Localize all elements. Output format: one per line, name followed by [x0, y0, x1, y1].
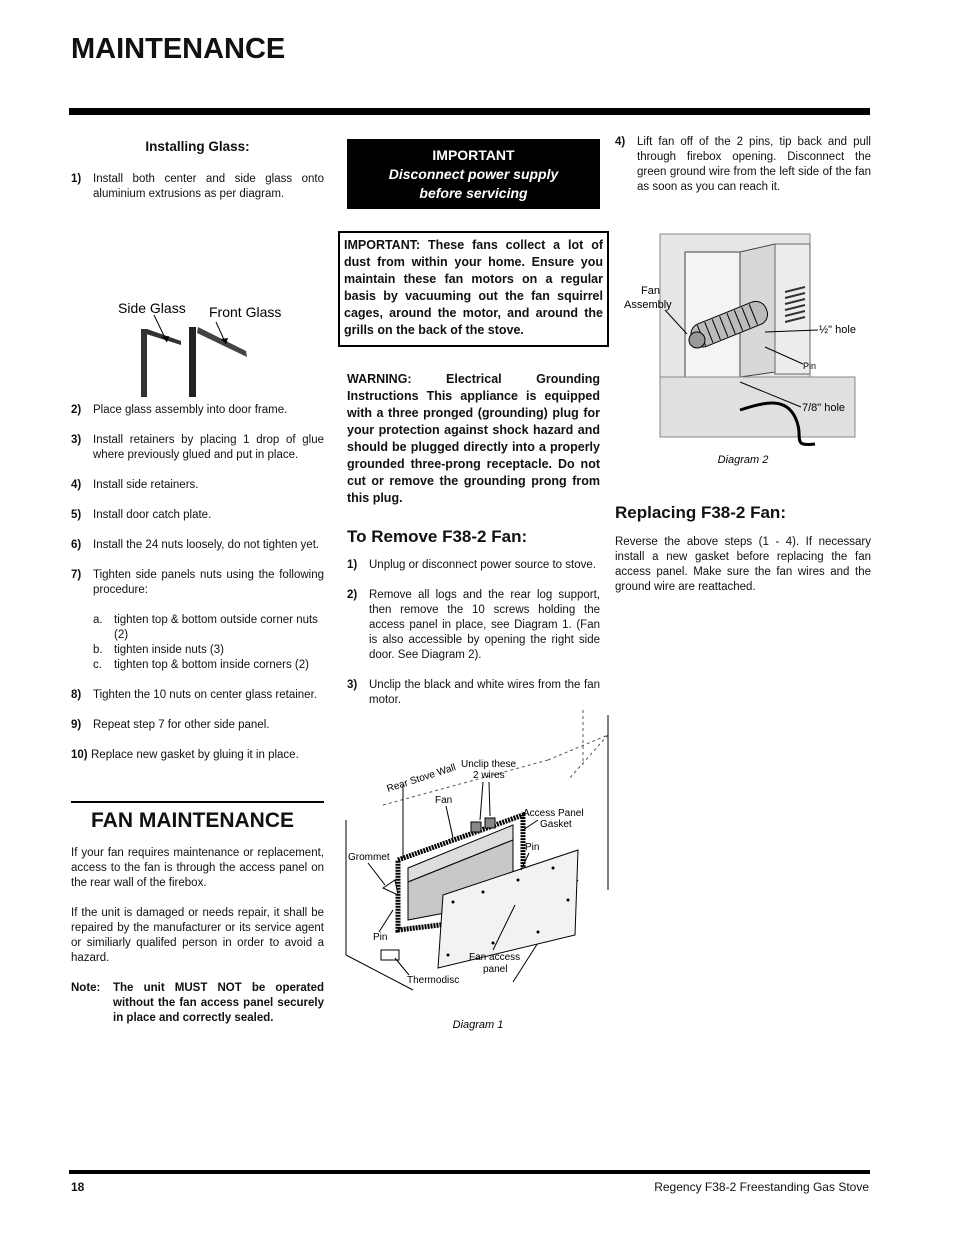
- step-text: Replace new gasket by gluing it in place.: [91, 749, 299, 761]
- glass-step-5: [71, 508, 324, 523]
- substep-b: [93, 643, 324, 658]
- step-text: Tighten side panels nuts using the following procedure:: [93, 569, 324, 596]
- step-number: 7): [71, 569, 82, 581]
- screw: [567, 899, 570, 902]
- screw: [452, 901, 455, 904]
- fan-access-panel-label-2: panel: [483, 964, 508, 975]
- grommet-part: [383, 880, 398, 895]
- diagram-2-fan-assembly: [615, 232, 871, 472]
- replace-fan-text: Reverse the above steps (1 - 4). If necessary install a new gasket before replacing the fan access panel. Make sure the fan wires and the ground wire are reattached.: [615, 536, 871, 593]
- step-text: Install door catch plate.: [93, 509, 212, 521]
- column-installing-glass: [71, 135, 324, 411]
- substep-letter: b.: [93, 644, 103, 656]
- substep-letter: c.: [93, 659, 102, 671]
- step-number: 2): [71, 404, 82, 416]
- important-line-2: before servicing: [419, 185, 528, 201]
- step-text: Install retainers by placing 1 drop of glue where previously glued and put in place.: [93, 434, 324, 461]
- fan-maintenance-para-1: If your fan requires maintenance or replacement, access to the fan is through the access panel on the rear wall of the firebox.: [71, 847, 324, 889]
- pin-right-label: Pin: [525, 842, 540, 853]
- glass-diagram: [71, 217, 324, 397]
- fan-label: Fan: [435, 795, 453, 806]
- step-text: Repeat step 7 for other side panel.: [93, 719, 270, 731]
- step-number: 4): [615, 136, 626, 148]
- header-rule: [69, 108, 870, 115]
- screw: [537, 931, 540, 934]
- step-number: 9): [71, 719, 82, 731]
- glass-step-7: [71, 568, 324, 598]
- step-number: 6): [71, 539, 82, 551]
- side-glass-pane: [141, 329, 147, 397]
- unclip-leader: [489, 782, 490, 816]
- fan-access-panel-label-1: Fan access: [469, 952, 521, 963]
- aluminium-extrusion: [189, 327, 196, 397]
- remove-step-1: [347, 558, 600, 573]
- pin-label: Pin: [803, 361, 817, 371]
- frame-line: [346, 955, 413, 990]
- fan-maintenance-para-2: If the unit is damaged or needs repair, it shall be repaired by the manufacturer or its service agent or similiarly qualifed person in order to avoid a hazard.: [71, 907, 324, 964]
- remove-step-3: [347, 678, 600, 708]
- diagram-2-caption: Diagram 2: [717, 454, 769, 466]
- step-number: 3): [71, 434, 82, 446]
- step-number: 1): [71, 173, 82, 185]
- glass-step-3: [71, 433, 324, 463]
- replace-fan-heading: Replacing F38-2 Fan:: [615, 503, 786, 522]
- rear-wall-label: Rear Stove Wall: [385, 762, 458, 795]
- access-panel-label-2: Gasket: [540, 819, 572, 830]
- page-title: MAINTENANCE: [71, 33, 286, 65]
- thermodisc-label: Thermodisc: [407, 975, 460, 986]
- glass-step-10: [71, 748, 324, 763]
- step-number: 10): [71, 749, 88, 761]
- installing-glass-heading: Installing Glass:: [145, 139, 250, 154]
- step-text: Lift fan off of the 2 pins, tip back and pull through firebox opening. Disconnect the green ground wire from the left side of the fan as soon as you can reach it.: [637, 136, 871, 193]
- remove-fan-heading: To Remove F38-2 Fan:: [347, 527, 528, 546]
- thermodisc-part: [381, 950, 399, 960]
- step-number: 1): [347, 559, 358, 571]
- diagram-1-access-panel: [343, 710, 613, 1040]
- diagram-1-caption: Diagram 1: [452, 1019, 504, 1031]
- glass-step-2: [71, 403, 324, 418]
- step-text: Unplug or disconnect power source to stove.: [369, 559, 596, 571]
- glass-step-8: [71, 688, 324, 703]
- substep-text: tighten inside nuts (3): [114, 644, 224, 656]
- fan-assembly-label-2: Assembly: [624, 299, 672, 311]
- screw: [482, 891, 485, 894]
- note-text: The unit MUST NOT be operated without the fan access panel securely in place and correctly sealed.: [113, 982, 324, 1024]
- step-number: 8): [71, 689, 82, 701]
- glass-step-6: [71, 538, 324, 553]
- important-notice: [347, 139, 600, 209]
- important-heading: IMPORTANT: [432, 147, 515, 163]
- wall-edge-line: [568, 735, 608, 780]
- substep-text: tighten top & bottom inside corners (2): [114, 659, 309, 671]
- unclip-label-2: 2 wires: [473, 770, 505, 781]
- step-text: Unclip the black and white wires from the fan motor.: [369, 679, 600, 706]
- step-number: 3): [347, 679, 358, 691]
- wire-clip: [471, 822, 481, 832]
- important-line-1: Disconnect power supply: [388, 166, 559, 182]
- glass-step-1: [71, 172, 324, 202]
- thermodisc-leader: [395, 958, 409, 975]
- step-text: Tighten the 10 nuts on center glass retainer.: [93, 689, 317, 701]
- side-glass-label: Side Glass: [118, 300, 186, 316]
- column-fan-replace: [615, 135, 871, 210]
- substep-letter: a.: [93, 614, 103, 626]
- grommet-leader: [368, 863, 385, 885]
- fan-maintenance-note: [71, 981, 324, 1026]
- step-text: Remove all logs and the rear log support, then remove the 10 screws holding the access panel in place, see Diagram 1. (Fan is also accessible by opening the right side door. See Diagram 2).: [369, 589, 600, 661]
- front-glass-pane: [197, 327, 247, 357]
- glass-steps-list: [71, 403, 324, 1026]
- wire-clip: [485, 818, 495, 828]
- fan-maintenance-rule: [71, 801, 324, 803]
- step-text: Install both center and side glass onto aluminium extrusions as per diagram.: [93, 173, 324, 200]
- access-panel-label-1: Access Panel: [523, 808, 584, 819]
- remove-step-4: [615, 135, 871, 195]
- grounding-warning: WARNING: Electrical Grounding Instructions This appliance is equipped with a three pronged (grounding) plug for your protection against shock hazard and should be plugged directly into a properly grounded three-prong receptacle. Do not cut or remove the grounding prong from this plug.: [347, 372, 600, 505]
- screw: [517, 879, 520, 882]
- pin-left-label: Pin: [373, 932, 388, 943]
- remove-step-2: [347, 588, 600, 663]
- replace-fan-section: [615, 505, 871, 610]
- note-label: Note:: [71, 982, 101, 994]
- front-glass-label: Front Glass: [209, 304, 282, 320]
- substep-text: tighten top & bottom outside corner nuts (2): [114, 614, 318, 641]
- unclip-leader: [480, 782, 483, 820]
- wall-edge-line: [548, 735, 608, 760]
- grommet-label: Grommet: [348, 852, 390, 863]
- page-number: 18: [71, 1180, 85, 1194]
- step-text: Install side retainers.: [93, 479, 199, 491]
- substep-a: [93, 613, 324, 643]
- fans-dust-notice: IMPORTANT: These fans collect a lot of dust from within your home. Ensure you maintain these fan motors on a regular basis by vacuuming out the fan squirrel cages, around the motor, and around the grills on the back of the stove.: [338, 231, 609, 347]
- hole-78-label: 7/8" hole: [802, 402, 846, 414]
- fan-leader: [446, 806, 453, 838]
- screw: [492, 942, 495, 945]
- step-number: 2): [347, 589, 358, 601]
- step-number: 4): [71, 479, 82, 491]
- pin-left-leader: [379, 910, 393, 932]
- footer-rule: [69, 1170, 870, 1174]
- fan-maintenance-heading: FAN MAINTENANCE: [91, 809, 294, 832]
- fan-assembly-label-1: Fan: [641, 285, 660, 297]
- step-text: Place glass assembly into door frame.: [93, 404, 288, 416]
- screw: [447, 954, 450, 957]
- glass-step-9: [71, 718, 324, 733]
- glass-step-4: [71, 478, 324, 493]
- half-hole-label: ½" hole: [819, 324, 856, 336]
- fan-motor: [689, 332, 705, 348]
- step-text: Install the 24 nuts loosely, do not tighten yet.: [93, 539, 320, 551]
- substep-c: [93, 658, 324, 673]
- unclip-label-1: Unclip these: [461, 759, 517, 770]
- footer-doc-title: Regency F38-2 Freestanding Gas Stove: [654, 1180, 869, 1194]
- step-number: 5): [71, 509, 82, 521]
- screw: [552, 867, 555, 870]
- column-fan-removal: [344, 139, 603, 723]
